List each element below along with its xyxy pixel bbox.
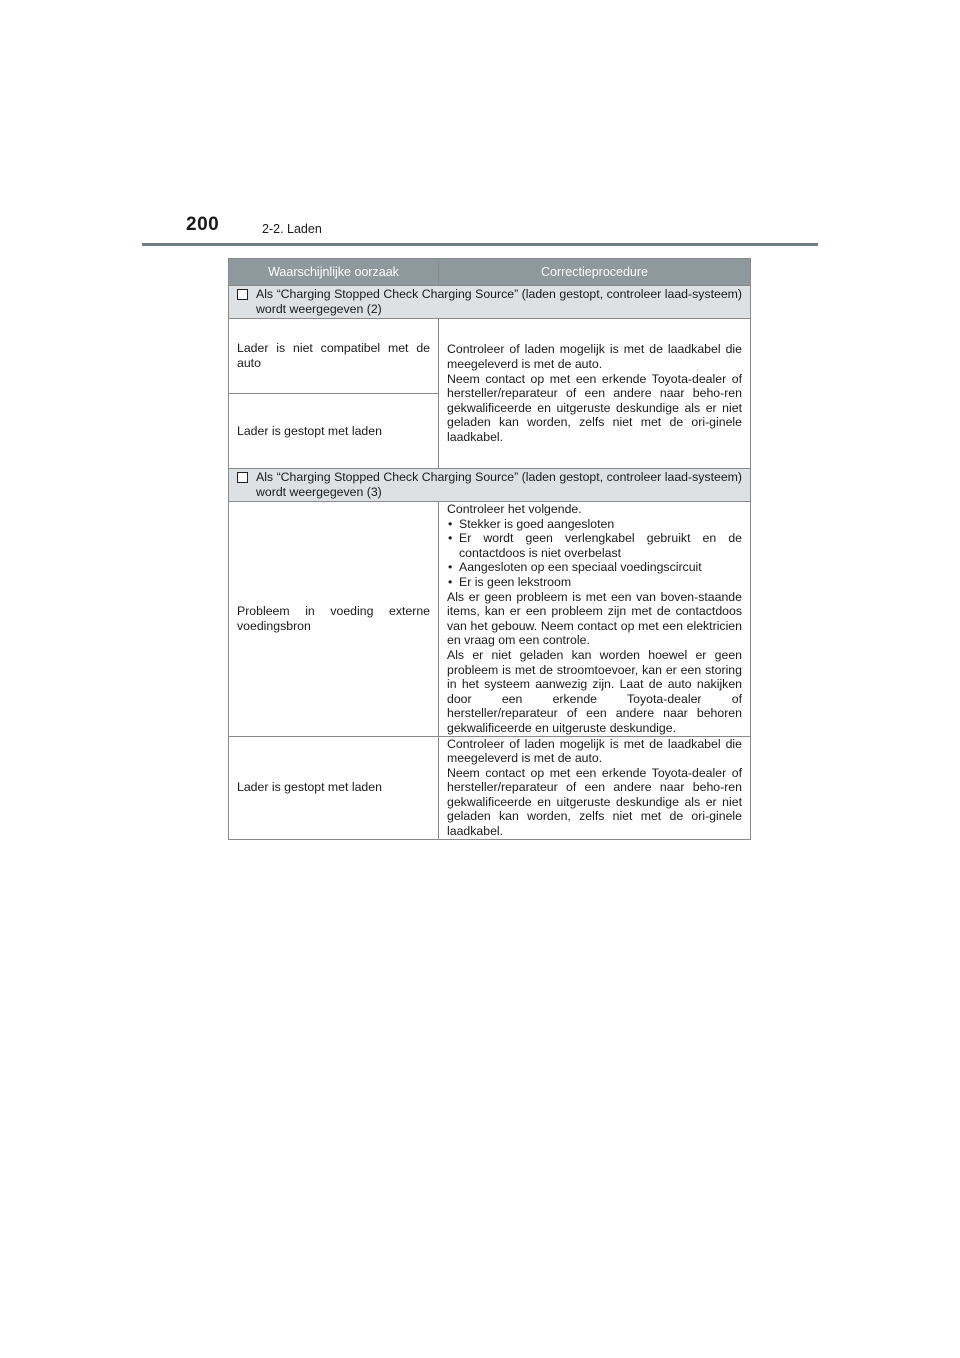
procedure-cell: Controleer of laden mogelijk is met de laadkabel die meegeleverd is met de auto. Neem contact op met een erkende Toyota-dealer of hersteller/reparateur of een andere naar beho-ren gekwalificeerde en uitgeruste deskundige als er niet geladen kan worden, zelfs niet met de ori-ginele laadkabel. <box>439 319 751 469</box>
procedure-intro: Controleer het volgende. <box>447 502 582 516</box>
table-row <box>229 502 751 737</box>
list-item: • Er is geen lekstroom <box>447 575 742 590</box>
situation-row <box>229 286 751 319</box>
cause-cell: Probleem in voeding externe voedingsbron <box>229 502 439 737</box>
list-item: • Aangesloten op een speciaal voedingscircuit <box>447 560 742 575</box>
procedure-cell <box>439 502 751 737</box>
table-row <box>229 319 751 394</box>
section-title: 2-2. Laden <box>262 222 322 236</box>
cause-cell: Lader is niet compatibel met de auto <box>229 319 439 394</box>
table-row <box>229 736 751 839</box>
table-header-row <box>229 259 751 286</box>
header-rule <box>142 243 818 246</box>
cause-cell: Lader is gestopt met laden <box>229 394 439 469</box>
situation-text: Als “Charging Stopped Check Charging Source” (laden gestopt, controleer laad-systeem) wordt weergegeven (3) <box>256 470 742 499</box>
procedure-paragraph: Als er geen probleem is met een van boven-staande items, kan er een probleem zijn met de contactdoos van het gebouw. Neem contact op met een elektricien en vraag om een controle. <box>447 589 742 648</box>
column-header-cause: Waarschijnlijke oorzaak <box>229 259 439 286</box>
troubleshooting-table <box>228 258 751 840</box>
procedure-cell: Controleer of laden mogelijk is met de laadkabel die meegeleverd is met de auto. Neem contact op met een erkende Toyota-dealer of hersteller/reparateur of een andere naar beho-ren gekwalificeerde en uitgeruste deskundige als er niet geladen kan worden, zelfs niet met de ori-ginele laadkabel. <box>439 736 751 839</box>
list-item: • Stekker is goed aangesloten <box>447 517 742 532</box>
situation-text: Als “Charging Stopped Check Charging Source” (laden gestopt, controleer laad-systeem) wordt weergegeven (2) <box>256 287 742 316</box>
situation-row <box>229 469 751 502</box>
check-list <box>447 517 742 590</box>
checkbox-icon <box>237 472 248 483</box>
page-number: 200 <box>186 214 220 235</box>
list-item: • Er wordt geen verlengkabel gebruikt en de contactdoos is niet overbelast <box>447 531 742 560</box>
cause-cell: Lader is gestopt met laden <box>229 736 439 839</box>
checkbox-icon <box>237 289 248 300</box>
procedure-paragraph: Als er niet geladen kan worden hoewel er geen probleem is met de stroomtoevoer, kan er een storing in het systeem aanwezig zijn. Laat de auto nakijken door een erkende Toyota-dealer of hersteller/reparateur of een andere naar behoren gekwalificeerde en uitgeruste deskundige. <box>447 647 742 735</box>
column-header-procedure: Correctieprocedure <box>439 259 751 286</box>
